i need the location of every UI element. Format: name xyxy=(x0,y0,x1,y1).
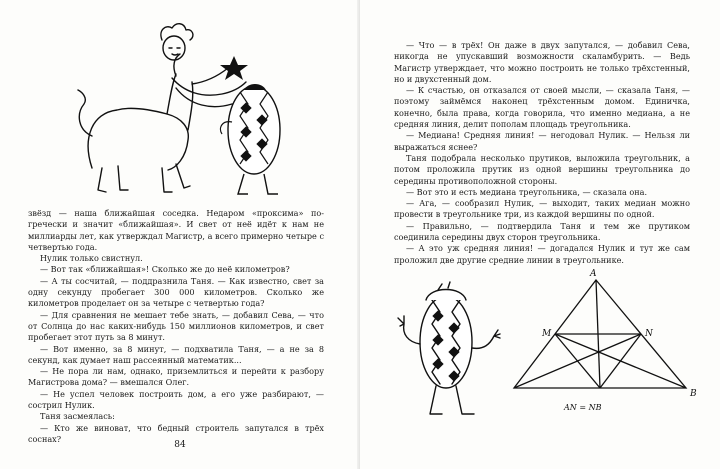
paragraph: — Не успел человек построить дом, а его уже разбирают, — сострил Нулик. xyxy=(28,388,324,411)
paragraph: — Вот именно, за 8 минут, — подхватила Таня, — а не за 8 секунд, как думает наш рассеянный математик... xyxy=(28,343,324,365)
page-number: 84 xyxy=(174,440,186,450)
label-vertex-a: A xyxy=(590,269,597,279)
paragraph: — А это уж средняя линия! — догадался Нулик и тут же сам проложил две другие средние линии в треугольнике. xyxy=(394,243,690,265)
triangle-illustration xyxy=(364,264,718,434)
harlequin-egg xyxy=(220,84,280,194)
left-text-column xyxy=(28,208,324,445)
paragraph: Таня подобрала несколько прутиков, выложила треугольник, а потом проложила прутик из одной вершины треугольника до середины противоположной стороны. xyxy=(394,152,690,186)
harlequin-egg xyxy=(398,282,500,414)
label-vertex-b: B xyxy=(690,389,697,399)
label-point-n: N xyxy=(645,329,653,339)
right-text-column xyxy=(394,40,690,266)
paragraph: — Кто же виноват, что бедный строитель запутался в трёх соснах? xyxy=(28,422,324,444)
paragraph: — Не пора ли нам, однако, приземлиться и перейти к разбору Магистрова дома? — вмешался Олег. xyxy=(28,366,324,388)
figure-caption: AN = NB xyxy=(564,403,602,412)
paragraph: — Для сравнения не мешает тебе знать, — добавил Сева, — что от Солнца до нас каких-нибудь 150 миллионов километров, и свет пробегает этот путь за 8 минут. xyxy=(28,309,324,343)
label-point-m: M xyxy=(542,329,552,339)
star-icon xyxy=(220,56,248,80)
paragraph: — Вот это и есть медиана треугольника, — сказала она. xyxy=(406,186,648,197)
paragraph: Нулик только свистнул. xyxy=(40,253,143,264)
paragraph: — Медиана! Средняя линия! — негодовал Нулик. — Нельзя ли выражаться яснее? xyxy=(394,130,690,152)
paragraph: — Ага, — сообразил Нулик, — выходит, таких медиан можно провести в треугольнике три, из каждой вершины по одной. xyxy=(394,198,690,220)
paragraph: — Правильно, — подтвердила Таня и тем же прутиком соединила середины двух сторон треугольника. xyxy=(394,220,690,243)
paragraph: звёзд — наша ближайшая соседка. Недаром «проксима» по-гречески и значит «ближайшая». И свет от неё идёт к нам не миллиарды лет, как утверждал Магистр, а всего примерно четыре с четвертью года. xyxy=(28,208,324,252)
triangle-figure xyxy=(514,280,686,388)
paragraph: — А ты сосчитай, — поддразнила Таня. — Как известно, свет за одну секунду пробегает 300 000 километров. Сколько же километров проделает он за четыре с четвертью года? xyxy=(28,275,324,309)
paragraph: — Вот так «ближайшая»! Сколько же до неё километров? xyxy=(40,264,290,275)
centaur-illustration xyxy=(72,18,302,203)
paragraph: — К счастью, он отказался от своей мысли, — сказала Таня, — поэтому займёмся наконец трёхстенным домом. Единичка, конечно, была права, когда говорила, что именно медиана, а не средняя линия, делит пополам площадь треугольника. xyxy=(394,85,690,130)
paragraph: — Что — в трёх! Он даже в двух запутался, — добавил Сева, никогда не упускавший возможности скаламбурить. — Ведь Магистр утверждает, что можно построить не только трёхстенный, но и двухстенный дом. xyxy=(394,40,690,84)
paragraph: Таня засмеялась: xyxy=(40,411,115,422)
right-page xyxy=(360,0,720,469)
